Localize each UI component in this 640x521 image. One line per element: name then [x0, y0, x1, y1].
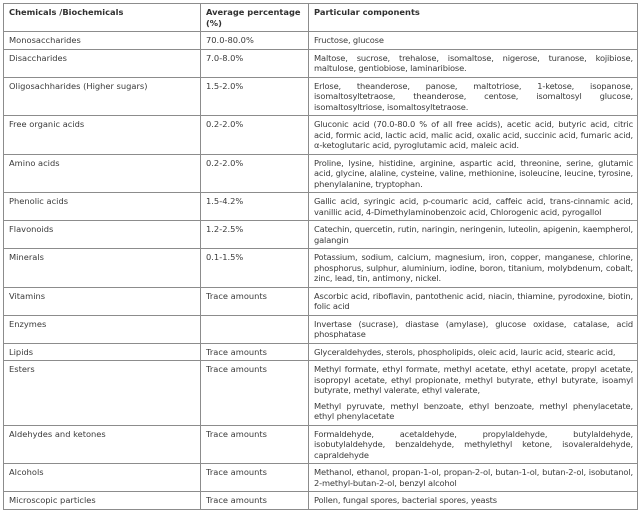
components-text: Invertase (sucrase), diastase (amylase), glucose oxidase, catalase, acid phosphatase [314, 318, 633, 339]
components-text: Pollen, fungal spores, bacterial spores, yeasts [314, 495, 497, 505]
table-row [4, 77, 638, 116]
components-text: Methyl pyruvate, methyl benzoate, ethyl benzoate, methyl phenylacetate, ethyl phenylacetate [314, 400, 633, 421]
components-text: Gluconic acid (70.0-80.0 % of all free acids), acetic acid, butyric acid, citric acid, formic acid, lactic acid, malic acid, oxalic acid, succinic acid, fumaric acid, α-ketoglutaric acid, pyroglutamic acid, maleic acid. [314, 119, 633, 150]
components-cell [309, 221, 638, 249]
components-cell [309, 464, 638, 492]
chemical-name-cell: Oligosachharides (Higher sugars) [4, 77, 201, 116]
components-text: Methyl formate, ethyl formate, methyl acetate, ethyl acetate, propyl acetate, isopropyl acetate, ethyl propionate, methyl butyrate, ethyl butyrate, isoamyl butyrate, methyl valerate, ethyl valerate, [314, 364, 633, 395]
table-row [4, 425, 638, 464]
table-header [4, 4, 638, 32]
chemical-name-cell: Enzymes [4, 315, 201, 343]
chemical-name-cell: Microscopic particles [4, 492, 201, 510]
table-row [4, 464, 638, 492]
components-text: Maltose, sucrose, trehalose, isomaltose, nigerose, turanose, kojibiose, maltulose, gentiobiose, laminaribiose. [314, 52, 633, 73]
average-percentage-cell: 0.2-2.0% [201, 154, 309, 193]
chemical-name-cell: Alcohols [4, 464, 201, 492]
average-percentage-cell: Trace amounts [201, 343, 309, 361]
chemical-name-cell: Minerals [4, 249, 201, 288]
components-text: Erlose, theanderose, panose, maltotriose, 1-ketose, isopanose, isomaltosyltetraose, theanderose, centose, isomaltosyl glucose, isomaltosyltriose, isomaltosyltetraose. [314, 80, 633, 112]
chemical-name-cell: Phenolic acids [4, 193, 201, 221]
table-row [4, 49, 638, 77]
chemical-name-cell: Aldehydes and ketones [4, 425, 201, 464]
components-text: Proline, lysine, histidine, arginine, aspartic acid, threonine, serine, glutamic acid, glycine, alaline, cysteine, valine, methionine, isoleucine, leucine, tyrosine, phenylalanine, tryptophan. [314, 157, 633, 189]
components-cell [309, 49, 638, 77]
average-percentage-cell: 1.5-4.2% [201, 193, 309, 221]
components-text: Glyceraldehydes, sterols, phospholipids, oleic acid, lauric acid, stearic acid, [314, 346, 616, 357]
components-cell [309, 77, 638, 116]
average-percentage-cell [201, 315, 309, 343]
chemical-name-cell: Disaccharides [4, 49, 201, 77]
average-percentage-cell: Trace amounts [201, 425, 309, 464]
average-percentage-cell: Trace amounts [201, 361, 309, 426]
chemical-name-cell: Flavonoids [4, 221, 201, 249]
table-row [4, 193, 638, 221]
table-row [4, 287, 638, 315]
components-cell [309, 116, 638, 155]
components-cell [309, 32, 638, 50]
chemical-name-cell: Amino acids [4, 154, 201, 193]
header-average-percentage: Average percentage (%) [201, 4, 309, 32]
components-cell [309, 361, 638, 426]
average-percentage-cell: 7.0-8.0% [201, 49, 309, 77]
header-particular-components: Particular components [309, 4, 638, 32]
components-cell [309, 425, 638, 464]
table-row [4, 249, 638, 288]
components-text: Ascorbic acid, riboflavin, pantothenic acid, niacin, thiamine, pyrodoxine, biotin, folic acid [314, 290, 633, 311]
average-percentage-cell: Trace amounts [201, 492, 309, 510]
chemical-name-cell: Lipids [4, 343, 201, 361]
components-text: Formaldehyde, acetaldehyde, propylaldehyde, butylaldehyde, isobutylaldehyde, benzaldehyde, methylethyl ketone, isovaleraldehyde, capraldehyde [314, 428, 633, 460]
table-row [4, 116, 638, 155]
average-percentage-cell: Trace amounts [201, 287, 309, 315]
components-text: Methanol, ethanol, propan-1-ol, propan-2-ol, butan-1-ol, butan-2-ol, isobutanol, 2-methyl-butan-2-ol, benzyl alcohol [314, 467, 633, 488]
components-cell [309, 249, 638, 288]
components-cell [309, 315, 638, 343]
table-row [4, 315, 638, 343]
average-percentage-cell: 1.2-2.5% [201, 221, 309, 249]
table-row [4, 32, 638, 50]
table-row [4, 343, 638, 361]
components-cell [309, 287, 638, 315]
average-percentage-cell: 0.2-2.0% [201, 116, 309, 155]
components-text: Catechin, quercetin, rutin, naringin, neringenin, luteolin, apigenin, kaempherol, galangin [314, 224, 633, 245]
header-row [4, 4, 638, 32]
components-text: Fructose, glucose [314, 35, 384, 45]
components-cell [309, 154, 638, 193]
table-body [4, 32, 638, 510]
components-text: Gallic acid, syringic acid, p-coumaric acid, caffeic acid, trans-cinnamic acid, vanillic acid, 4-Dimethylaminobenzoic acid, Chlorogenic acid, pyrogallol [314, 196, 633, 217]
average-percentage-cell: 70.0-80.0% [201, 32, 309, 50]
table-row [4, 492, 638, 510]
table-row [4, 361, 638, 426]
components-cell [309, 343, 638, 361]
average-percentage-cell: Trace amounts [201, 464, 309, 492]
table-row [4, 221, 638, 249]
components-text: Potassium, sodium, calcium, magnesium, iron, copper, manganese, chlorine, phosphorus, sulphur, aluminium, iodine, boron, titanium, molybdenum, cobalt, zinc, lead, tin, antimony, nickel. [314, 252, 633, 283]
average-percentage-cell: 0.1-1.5% [201, 249, 309, 288]
average-percentage-cell: 1.5-2.0% [201, 77, 309, 116]
components-cell [309, 193, 638, 221]
chemical-name-cell: Esters [4, 361, 201, 426]
components-cell [309, 492, 638, 510]
chemical-name-cell: Free organic acids [4, 116, 201, 155]
chemical-name-cell: Monosaccharides [4, 32, 201, 50]
table-row [4, 154, 638, 193]
header-chemicals: Chemicals /Biochemicals [4, 4, 201, 32]
chemical-name-cell: Vitamins [4, 287, 201, 315]
honey-composition-table [3, 3, 638, 510]
